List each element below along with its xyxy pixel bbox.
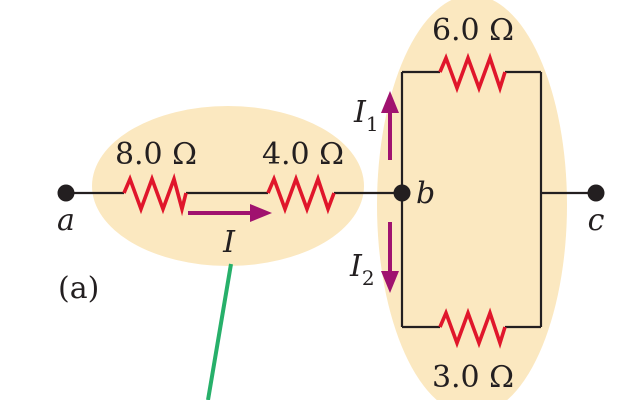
pointer-line — [208, 264, 231, 400]
node-b-label: b — [416, 176, 436, 211]
resistor-r3-label: 6.0 Ω — [431, 13, 515, 48]
node-a-label: a — [57, 203, 75, 238]
resistor-r1-label: 8.0 Ω — [114, 137, 198, 172]
resistor-r4-label: 3.0 Ω — [431, 360, 515, 395]
current-i1-base: I — [354, 95, 366, 130]
node-b — [394, 185, 411, 202]
current-i2-base: I — [350, 249, 362, 284]
node-c-label: c — [587, 203, 605, 238]
current-i2-label — [349, 249, 375, 290]
current-i1-label — [353, 95, 379, 136]
current-i2-subscript: 2 — [361, 266, 375, 290]
current-i1-subscript: 1 — [365, 112, 379, 136]
node-c — [588, 185, 605, 202]
node-a — [58, 185, 75, 202]
current-main-label: I — [223, 225, 235, 260]
resistor-r2-label: 4.0 Ω — [261, 137, 345, 172]
panel-label: (a) — [58, 271, 100, 306]
